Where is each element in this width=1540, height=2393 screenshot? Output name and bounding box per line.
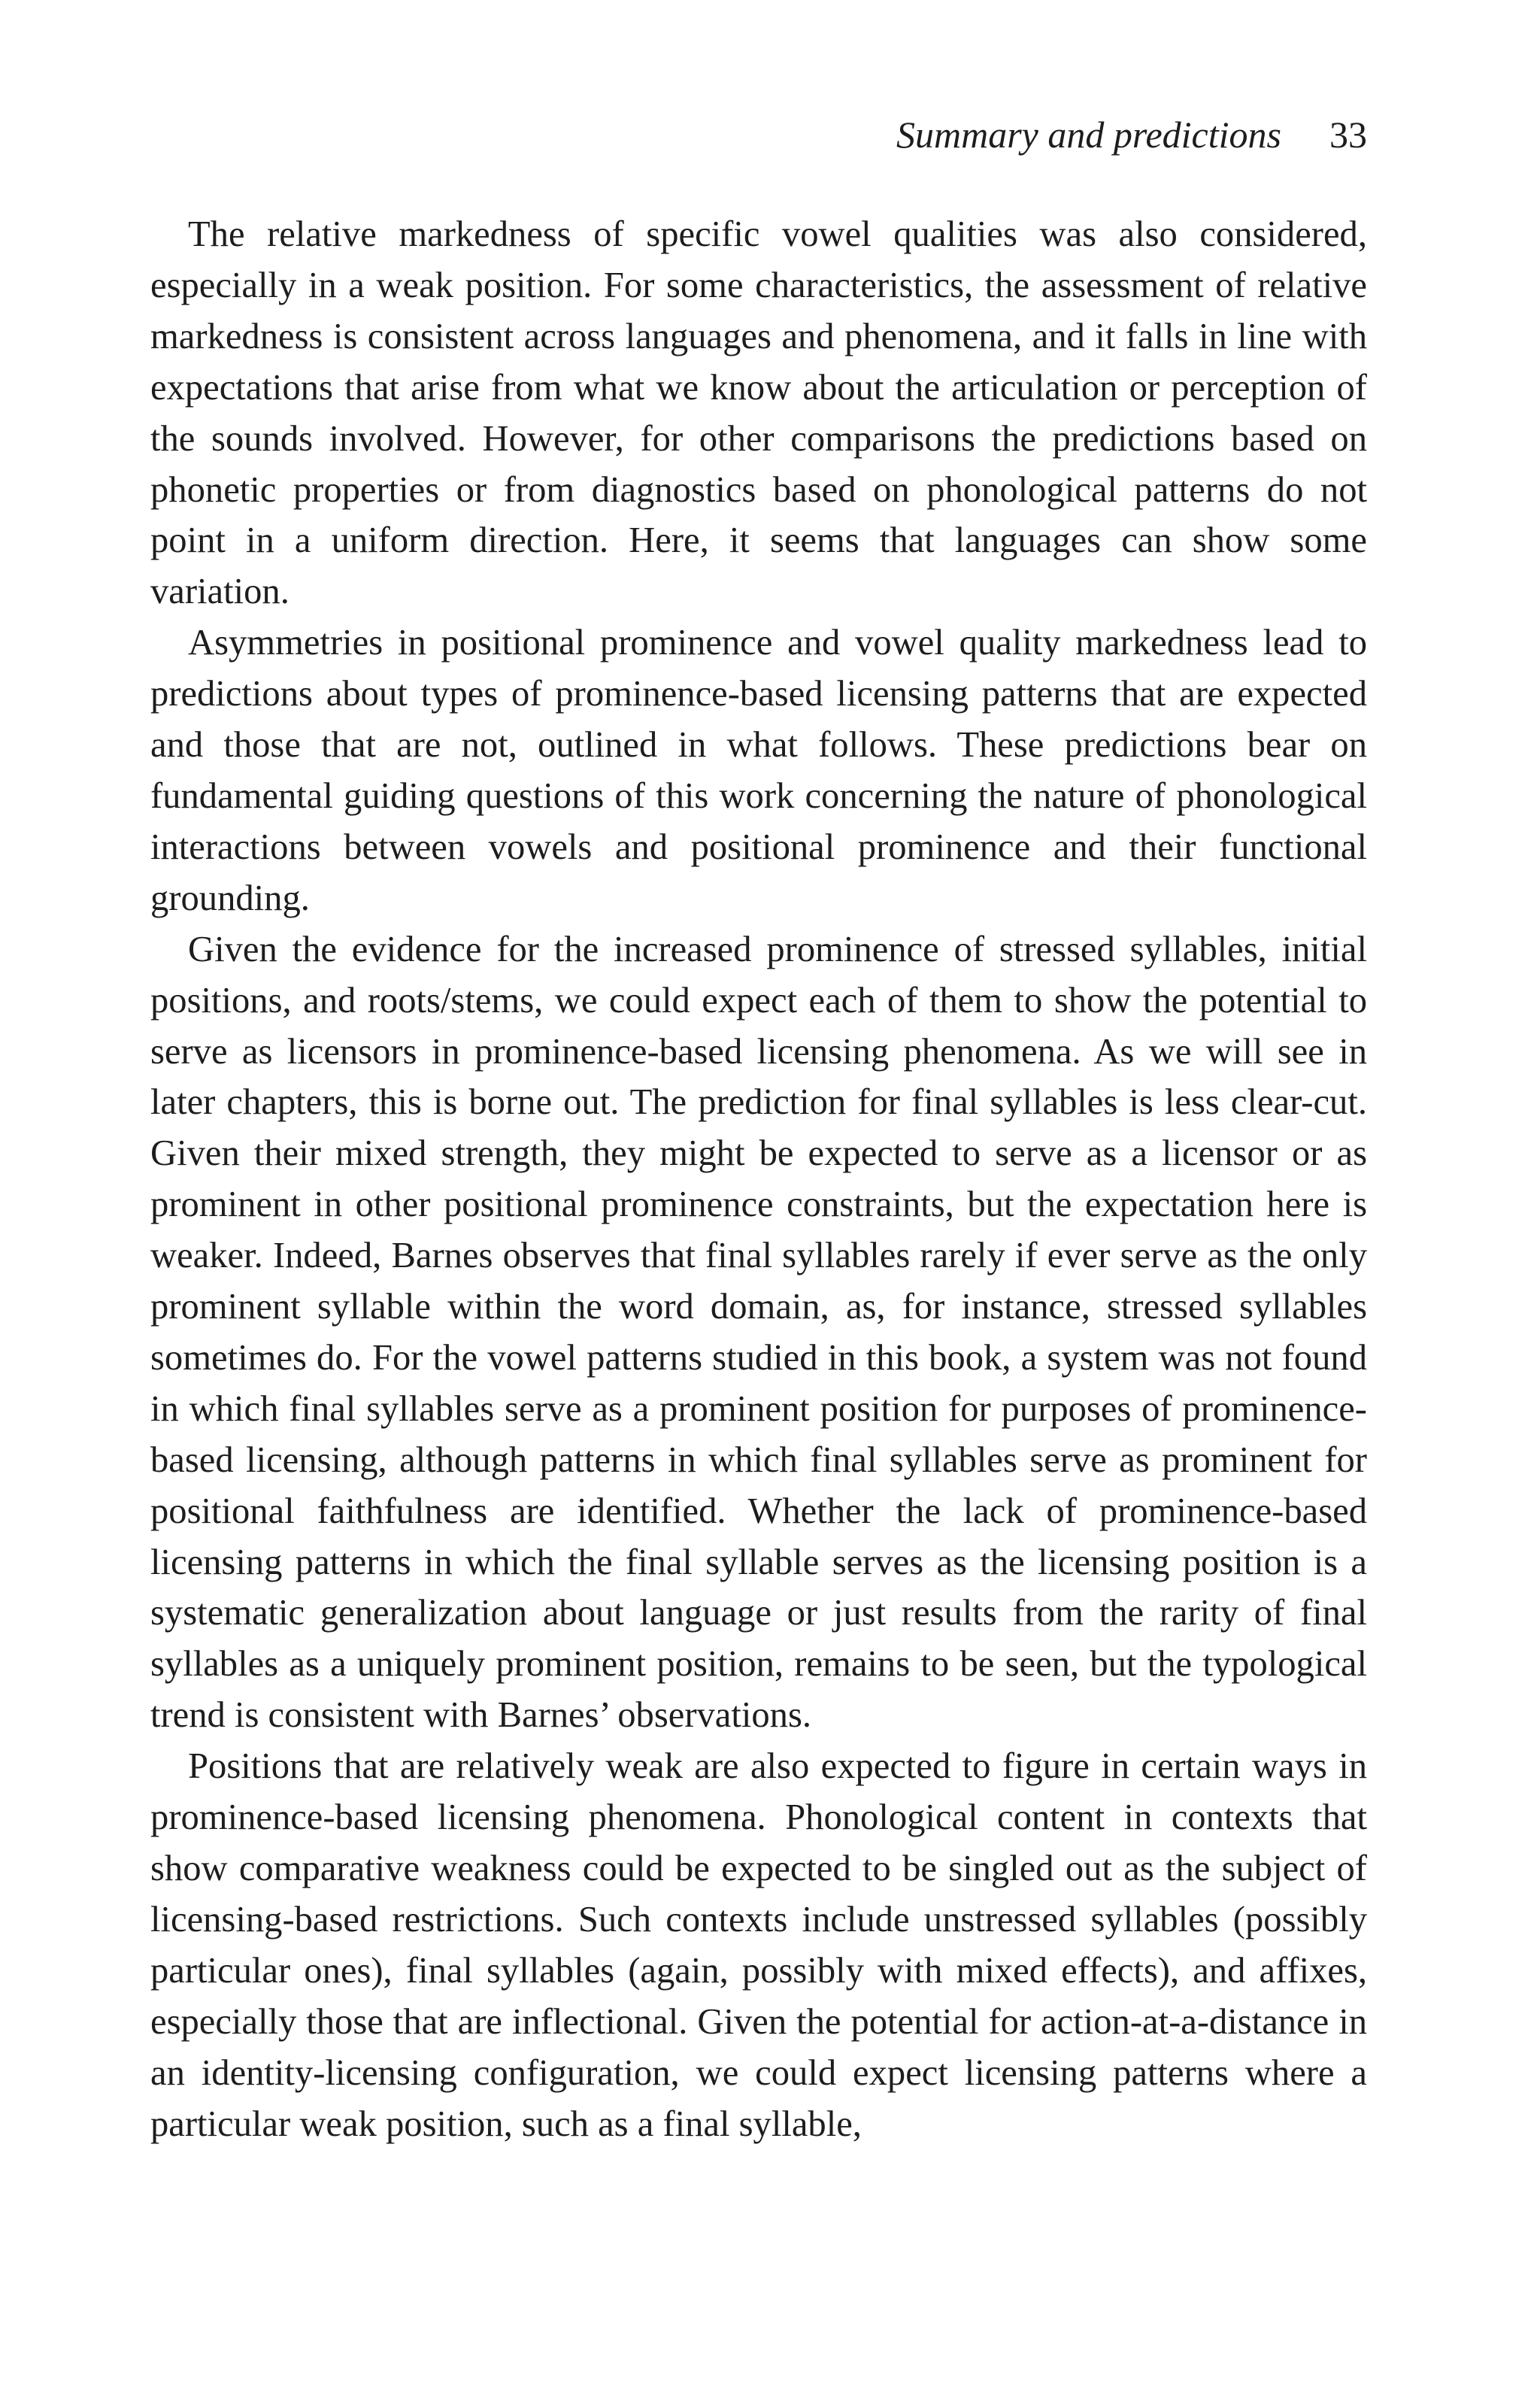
page-number: 33 bbox=[1329, 114, 1367, 156]
paragraph: Given the evidence for the increased prominence of stressed syllables, initial positions, and roots/stems, we could expect each of them to show the potential to serve as licensors in prominence-based licensing phenomena. As we will see in later chapters, this is borne out. The prediction for final syllables is less clear-cut. Given their mixed strength, they might be expected to serve as a licensor or as prominent in other positional prominence constraints, but the expectation here is weaker. Indeed, Barnes observes that final syllables rarely if ever serve as the only prominent syllable within the word domain, as, for instance, stressed syllables sometimes do. For the vowel patterns studied in this book, a system was not found in which final syllables serve as a prominent position for purposes of prominence-based licensing, although patterns in which final syllables serve as prominent for positional faithfulness are identified. Whether the lack of prominence-based licensing patterns in which the final syllable serves as the licensing position is a systematic generalization about language or just results from the rarity of final syllables as a uniquely prominent position, remains to be seen, but the typological trend is consistent with Barnes’ observations. bbox=[150, 928, 1367, 1736]
running-head-title: Summary and predictions bbox=[896, 114, 1281, 156]
paragraph: Asymmetries in positional prominence and vowel quality markedness lead to predictions about types of prominence-based licensing patterns that are expected and those that are not, outlined in what follows. These predictions bear on fundamental guiding questions of this work concerning the nature of phonological interactions between vowels and positional prominence and their functional grounding. bbox=[150, 622, 1367, 918]
paragraph: The relative markedness of specific vowel qualities was also considered, especially in a weak position. For some characteristics, the assessment of relative markedness is consistent across languages and phenomena, and it falls in line with expectations that arise from what we know about the articulation or perception of the sounds involved. However, for other comparisons the predictions based on phonetic properties or from diagnostics based on phonological patterns do not point in a uniform direction. Here, it seems that languages can show some variation. bbox=[150, 214, 1367, 612]
paragraph: Positions that are relatively weak are also expected to figure in certain ways in prominence-based licensing phenomena. Phonological content in contexts that show comparative weakness could be expected to be singled out as the subject of licensing-based restrictions. Such contexts include unstressed syllables (possibly particular ones), final syllables (again, possibly with mixed effects), and affixes, especially those that are inflectional. Given the potential for action-at-a-distance in an identity-licensing configuration, we could expect licensing patterns where a particular weak position, such as a final syllable, bbox=[150, 1745, 1367, 2144]
body-text bbox=[150, 209, 1367, 2149]
running-head bbox=[150, 113, 1367, 165]
